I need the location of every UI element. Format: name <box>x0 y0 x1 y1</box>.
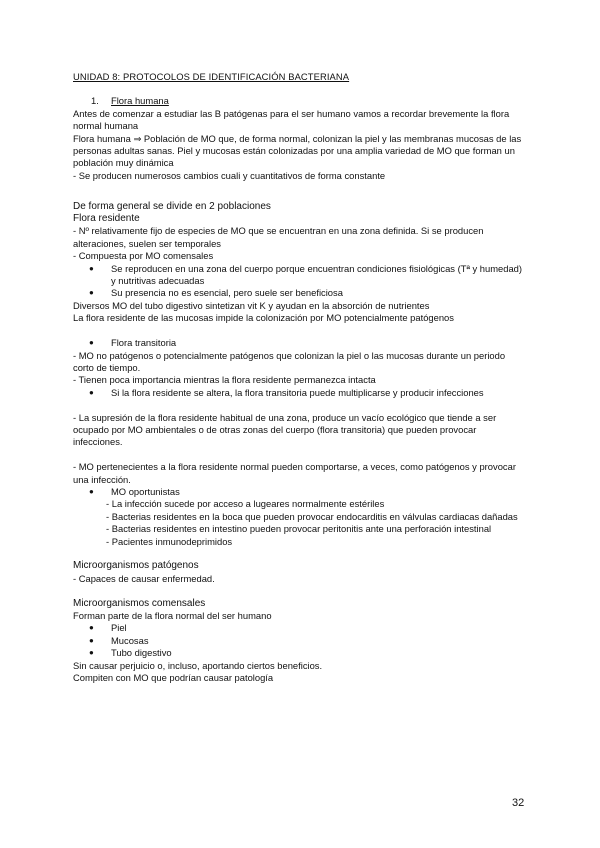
bullet-icon: ● <box>89 648 94 658</box>
definition-paragraph: Flora humana ⇒ Población de MO que, de forma normal, colonizan la piel y las membranas mucosas de las personas adultas sanas. Piel y mucosas están colonizadas por una amplia variedad de MO que forman un población muy dinámica <box>73 132 522 169</box>
bullet-icon: ● <box>89 486 94 496</box>
bullet-icon: ● <box>89 288 94 298</box>
transitory-line: - Tienen poca importancia mientras la flora residente permanezca intacta <box>73 374 376 386</box>
commensals-after-line: Sin causar perjuicio o, incluso, aportando ciertos beneficios. <box>73 659 323 671</box>
commensals-heading: Microorganismos comensales <box>73 597 206 609</box>
list-item <box>89 622 525 634</box>
opportunist-heading: MO oportunistas <box>111 485 180 497</box>
bullet-icon: ● <box>89 338 94 348</box>
transitory-line: - MO no patógenos o potencialmente patógenos que colonizan la piel o las mucosas durante un periodo corto de tiempo. <box>73 349 506 373</box>
list-item <box>89 647 525 659</box>
intro-paragraph: Antes de comenzar a estudiar las B patógenas para el ser humano vamos a recordar brevemente la flora normal humana <box>73 107 510 132</box>
list-item <box>89 387 525 399</box>
unit-title: UNIDAD 8: PROTOCOLOS DE IDENTIFICACIÓN BACTERIANA <box>73 71 350 82</box>
bullet-icon: ● <box>89 387 94 397</box>
bullet-text: Se reproducen en una zona del cuerpo porque encuentran condiciones fisiológicas (Tª y humedad) y nutritivas adecuadas <box>111 262 523 287</box>
bullet-text: Mucosas <box>111 634 149 646</box>
section-label: Flora humana <box>111 95 169 107</box>
page-content <box>73 71 525 684</box>
list-item <box>89 263 525 288</box>
resident-after-line: La flora residente de las mucosas impide la colonización por MO potencialmente patógenos <box>73 312 454 324</box>
suppression-paragraph: - La supresión de la flora residente habitual de una zona, produce un vacío ecológico que tiende a ser ocupado por MO ambientales o de otras zonas del cuerpo (flora transitoria) que pueden provocar infecciones. <box>73 411 497 448</box>
bullet-icon: ● <box>89 635 94 645</box>
opportunist-item: - Pacientes inmunodeprimidos <box>106 535 233 547</box>
list-item <box>89 287 525 299</box>
bullet-icon: ● <box>89 263 94 273</box>
bullet-text: Su presencia no es esencial, pero suele ser beneficiosa <box>111 287 343 299</box>
bullet-text: Si la flora residente se altera, la flora transitoria puede multiplicarse y producir infecciones <box>111 386 484 398</box>
populations-heading: De forma general se divide en 2 poblaciones <box>73 200 271 212</box>
bullet-text: Tubo digestivo <box>111 647 172 659</box>
commensals-line: Forman parte de la flora normal del ser humano <box>73 609 272 621</box>
bullet-icon: ● <box>89 623 94 633</box>
transitory-heading: Flora transitoria <box>111 337 177 349</box>
list-item <box>89 635 525 647</box>
section-number: 1. <box>91 95 99 107</box>
opportunist-item: - Bacterias residentes en intestino pueden provocar peritonitis ante una perforación intestinal <box>106 523 492 535</box>
page-number: 32 <box>512 797 525 809</box>
resident-heading: Flora residente <box>73 213 140 225</box>
bullet-text: Piel <box>111 622 127 634</box>
commensals-after-line: Compiten con MO que podrían causar patología <box>73 672 274 683</box>
resident-line: - Nº relativamente fijo de especies de MO que se encuentran en una zona definida. Si se producen alteraciones, suelen ser temporales <box>73 225 484 249</box>
section-heading <box>91 95 525 107</box>
list-item <box>89 486 525 498</box>
pathogens-heading: Microorganismos patógenos <box>73 560 199 572</box>
opportunist-item: - Bacterias residentes en la boca que pueden provocar endocarditis en válvulas cardiacas dañadas <box>106 510 518 522</box>
pathogens-line: - Capaces de causar enfermedad. <box>73 572 215 584</box>
resident-line: - Compuesta por MO comensales <box>73 250 214 262</box>
list-item <box>89 337 525 349</box>
resident-after-line: Diversos MO del tubo digestivo sintetizan vit K y ayudan en la absorción de nutrientes <box>73 299 430 311</box>
changes-line: - Se producen numerosos cambios cuali y cuantitativos de forma constante <box>73 169 386 181</box>
opportunist-item: - La infección sucede por acceso a lugeares normalmente estériles <box>106 498 385 510</box>
opportunist-intro: - MO pertenecientes a la flora residente normal pueden comportarse, a veces, como patógenos y provocar una infección. <box>73 461 516 485</box>
